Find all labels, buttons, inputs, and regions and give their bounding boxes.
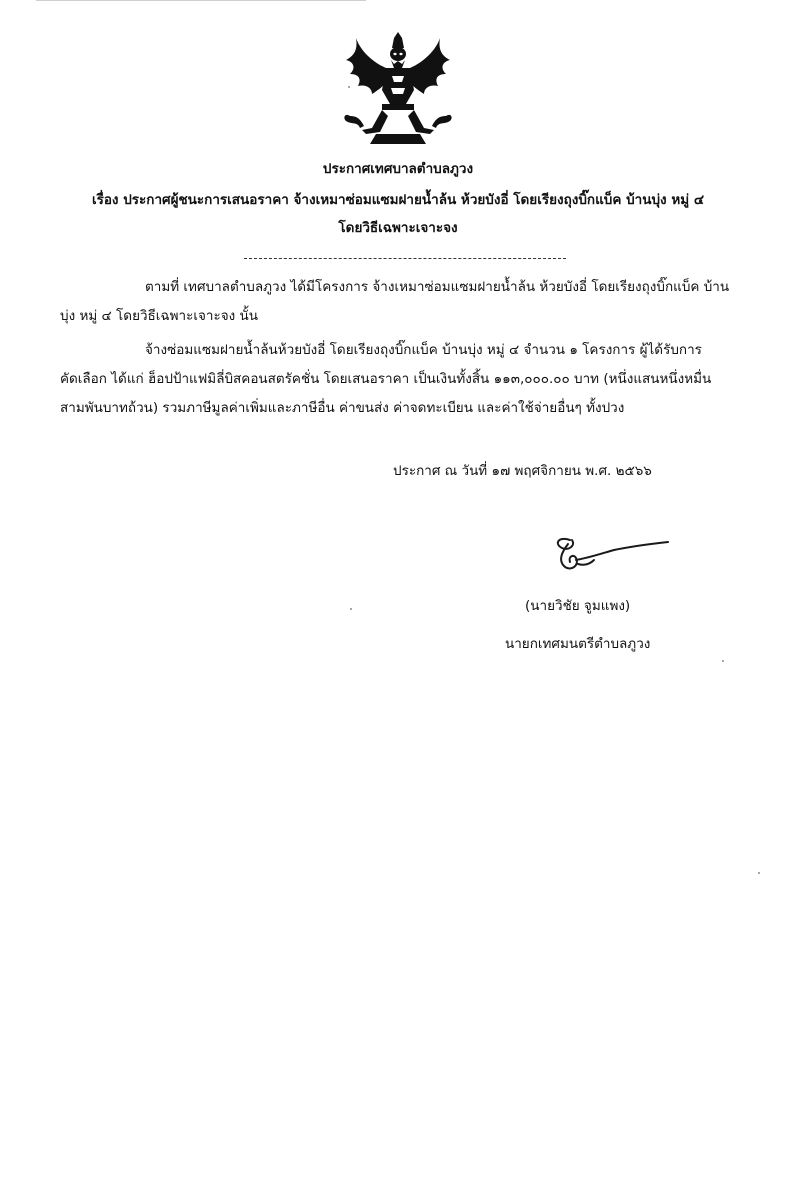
- announcement-date: ประกาศ ณ วันที่ ๑๗ พฤศจิกายน พ.ศ. ๒๕๖๖: [393, 463, 652, 479]
- paragraph2-line2: คัดเลือก ได้แก่ ฮ็อปป้าแฟมิลี่บิสคอนสตรัคชั่น โดยเสนอราคา เป็นเงินทั้งสิ้น ๑๑๓,๐๐๐.๐๐ บาท (หนึ่งแสนหนึ่งหมื่น: [60, 371, 712, 387]
- scan-artifact-line: [36, 0, 366, 1]
- scan-speck: [350, 608, 352, 610]
- paragraph2-line3: สามพันบาทถ้วน) รวมภาษีมูลค่าเพิ่มและภาษีอื่น ค่าขนส่ง ค่าจดทะเบียน และค่าใช้จ่ายอื่นๆ ทั้งปวง: [60, 400, 625, 416]
- method-heading: โดยวิธีเฉพาะเจาะจง: [338, 220, 458, 236]
- scan-speck: [722, 660, 724, 662]
- signature-icon: [548, 530, 674, 578]
- paragraph1-line2: บุ่ง หมู่ ๔ โดยวิธีเฉพาะเจาะจง นั้น: [60, 308, 258, 324]
- garuda-emblem-icon: [336, 32, 460, 144]
- header-divider: [244, 258, 566, 259]
- scan-speck: [758, 872, 760, 874]
- signer-name: (นายวิชัย จูมแพง): [525, 598, 631, 614]
- subject-heading: เรื่อง ประกาศผู้ชนะการเสนอราคา จ้างเหมาซ่อมแซมฝายน้ำล้น ห้วยบังอี่ โดยเรียงถุงบิ๊กแบ็ค บ้านบุ่ง หมู่ ๔: [91, 192, 705, 208]
- scan-speck: [348, 86, 350, 88]
- paragraph1-line1: ตามที่ เทศบาลตำบลภูวง ได้มีโครงการ จ้างเหมาซ่อมแซมฝายน้ำล้น ห้วยบังอี่ โดยเรียงถุงบิ๊กแบ็ค บ้าน: [145, 279, 730, 295]
- signer-title: นายกเทศมนตรีตำบลภูวง: [505, 636, 651, 652]
- paragraph2-line1: จ้างซ่อมแซมฝายน้ำล้นห้วยบังอี่ โดยเรียงถุงบิ๊กแบ็ค บ้านบุ่ง หมู่ ๔ จำนวน ๑ โครงการ ผู้ได้รับการ: [145, 342, 702, 358]
- announcer-heading: ประกาศเทศบาลตำบลภูวง: [322, 161, 474, 177]
